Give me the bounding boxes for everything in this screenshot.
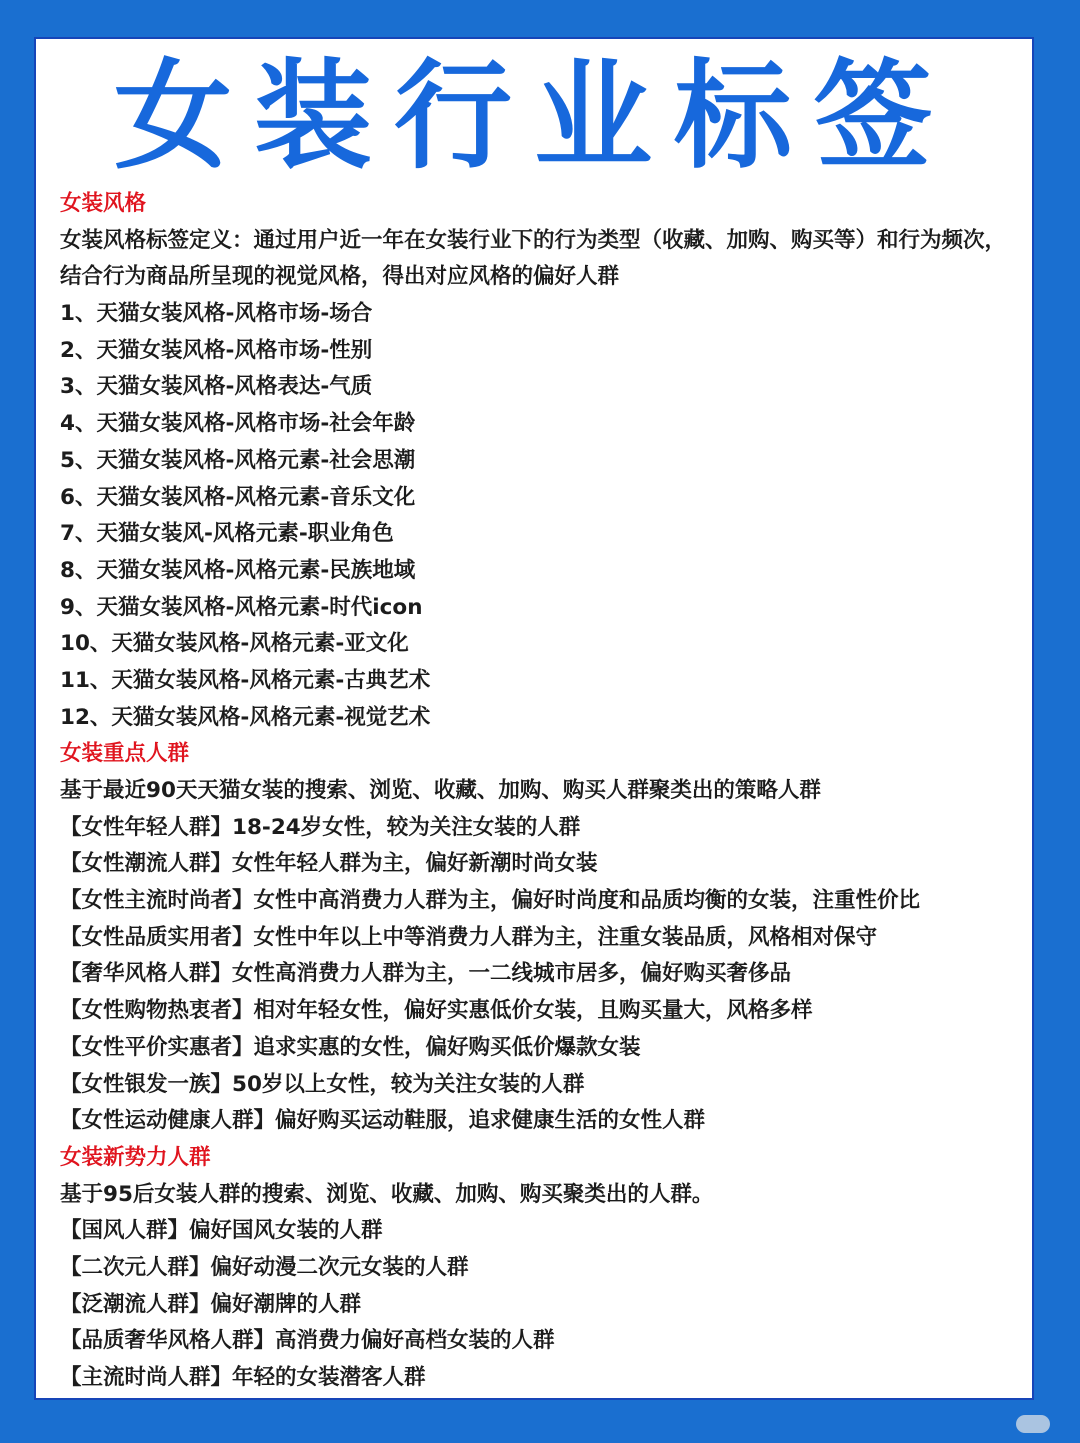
list-item: 12、天猫女装风格-风格元素-视觉艺术 xyxy=(60,704,431,730)
list-item: 【女性潮流人群】女性年轻人群为主，偏好新潮时尚女装 xyxy=(60,851,598,877)
list-item: 【女性品质实用者】女性中年以上中等消费力人群为主，注重女装品质，风格相对保守 xyxy=(60,924,878,950)
section-heading-key-groups: 女装重点人群 xyxy=(60,741,190,767)
list-item: 2、天猫女装风格-风格市场-性别 xyxy=(60,337,373,363)
list-item: 【女性运动健康人群】偏好购买运动鞋服，追求健康生活的女性人群 xyxy=(60,1108,706,1134)
list-item: 4、天猫女装风格-风格市场-社会年龄 xyxy=(60,411,416,437)
document-card xyxy=(34,37,1034,1400)
list-item: 【国风人群】偏好国风女装的人群 xyxy=(60,1218,383,1244)
list-item: 6、天猫女装风格-风格元素-音乐文化 xyxy=(60,484,416,510)
list-item: 5、天猫女装风格-风格元素-社会思潮 xyxy=(60,447,416,473)
list-item: 7、天猫女装风-风格元素-职业角色 xyxy=(60,521,394,547)
list-item: 8、天猫女装风格-风格元素-民族地域 xyxy=(60,557,416,583)
list-item: 【二次元人群】偏好动漫二次元女装的人群 xyxy=(60,1254,469,1280)
list-item: 【奢华风格人群】女性高消费力人群为主，一二线城市居多，偏好购买奢侈品 xyxy=(60,961,792,987)
list-item: 【主流时尚人群】年轻的女装潜客人群 xyxy=(60,1365,426,1391)
section-description-key-groups: 基于最近90天天猫女装的搜索、浏览、收藏、加购、购买人群聚类出的策略人群 xyxy=(60,778,821,804)
list-item: 【品质奢华风格人群】高消费力偏好高档女装的人群 xyxy=(60,1328,555,1354)
list-item: 【女性平价实惠者】追求实惠的女性，偏好购买低价爆款女装 xyxy=(60,1034,641,1060)
list-item: 【女性主流时尚者】女性中高消费力人群为主，偏好时尚度和品质均衡的女装，注重性价比 xyxy=(60,888,921,914)
list-item: 【泛潮流人群】偏好潮牌的人群 xyxy=(60,1291,362,1317)
page-title: 女装行业标签 xyxy=(113,47,954,185)
list-item: 10、天猫女装风格-风格元素-亚文化 xyxy=(60,631,409,657)
section-heading-new-force: 女装新势力人群 xyxy=(60,1144,211,1170)
section-description-new-force: 基于95后女装人群的搜索、浏览、收藏、加购、购买聚类出的人群。 xyxy=(60,1181,714,1207)
list-item: 1、天猫女装风格-风格市场-场合 xyxy=(60,301,373,327)
content xyxy=(60,186,1018,1397)
list-item: 【女性银发一族】50岁以上女性，较为关注女装的人群 xyxy=(60,1071,585,1097)
list-item: 9、天猫女装风格-风格元素-时代icon xyxy=(60,594,423,620)
section-heading-style: 女装风格 xyxy=(60,191,147,216)
watermark-badge xyxy=(1016,1415,1050,1433)
list-item: 【女性年轻人群】18-24岁女性，较为关注女装的人群 xyxy=(60,814,581,840)
list-item: 11、天猫女装风格-风格元素-古典艺术 xyxy=(60,667,431,693)
list-item: 【女性购物热衷者】相对年轻女性，偏好实惠低价女装，且购买量大，风格多样 xyxy=(60,998,813,1024)
section-description-style: 女装风格标签定义：通过用户近一年在女装行业下的行为类型（收藏、加购、购买等）和行为频次，结合行为商品所呈现的视觉风格，得出对应风格的偏好人群 xyxy=(60,227,1007,290)
list-item: 3、天猫女装风格-风格表达-气质 xyxy=(60,374,373,400)
